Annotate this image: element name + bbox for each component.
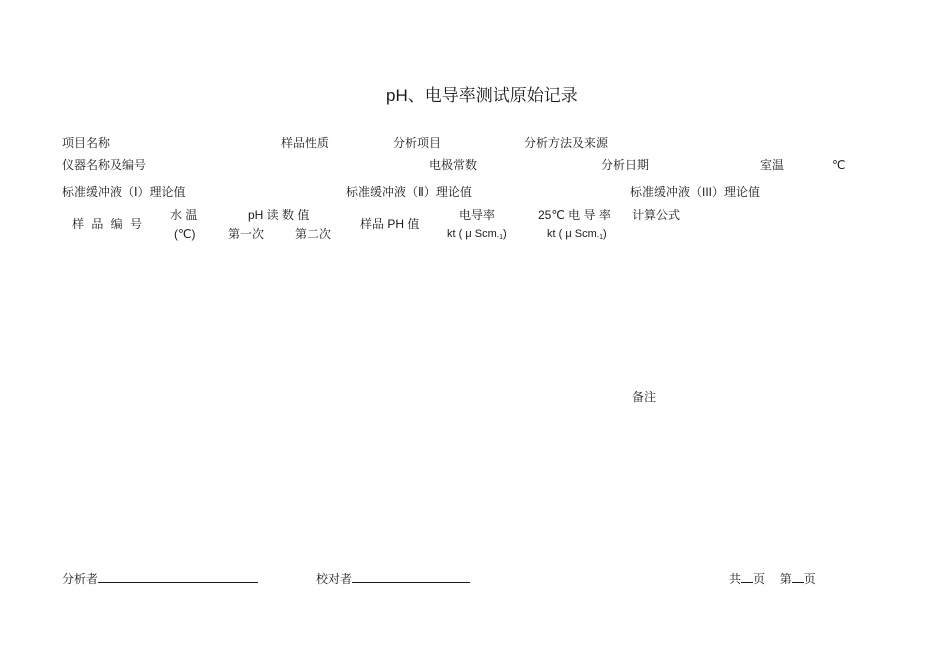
water-temp-unit: (℃)	[174, 227, 196, 241]
buffer1-label: 标准缓冲液（Ⅰ）理论值	[62, 185, 186, 199]
page-count	[729, 571, 816, 586]
first-reading-header: 第一次	[228, 227, 265, 241]
cond25-unit-text: kt ( μ Scm	[547, 228, 597, 240]
conductivity-unit	[447, 227, 507, 245]
analysis-date-label: 分析日期	[601, 158, 650, 172]
cond25-unit-end: )	[602, 228, 607, 240]
page-title: pH、电导率测试原始记录	[386, 86, 578, 105]
conductivity-unit-end: )	[502, 228, 507, 240]
conductivity-header: 电导率	[459, 208, 496, 222]
checker-label: 校对者	[316, 572, 353, 586]
sample-ph-header: 样品 PH 值	[360, 217, 420, 231]
analyst-signature-line[interactable]	[98, 571, 258, 583]
analysis-method-label: 分析方法及来源	[524, 136, 609, 150]
checker-field	[316, 571, 470, 586]
page-word: 页	[753, 572, 766, 586]
conductivity-unit-text: kt ( μ Scm	[447, 228, 497, 240]
ph-reading-header: pH 读 数 值	[248, 208, 310, 222]
water-temp-header: 水 温	[170, 208, 198, 222]
second-reading-header: 第二次	[295, 227, 332, 241]
sample-no-header: 样 品 编 号	[72, 217, 145, 231]
cond25-unit	[547, 227, 607, 245]
formula-header: 计算公式	[632, 208, 681, 222]
sample-nature-label: 样品性质	[281, 136, 330, 150]
page-word2: 页	[803, 572, 816, 586]
page-no-blank[interactable]	[792, 571, 804, 583]
instrument-label: 仪器名称及编号	[62, 158, 147, 172]
conductivity-unit-sup: -1	[496, 234, 503, 241]
buffer2-label: 标准缓冲液（Ⅱ）理论值	[346, 185, 472, 199]
electrode-constant-label: 电极常数	[429, 158, 478, 172]
celsius-unit: ℃	[832, 158, 846, 172]
total-pages-blank[interactable]	[741, 571, 753, 583]
room-temp-label: 室温	[760, 158, 785, 172]
total-label: 共	[729, 572, 742, 586]
buffer3-label: 标准缓冲液（III）理论值	[630, 185, 761, 199]
project-name-label: 项目名称	[62, 136, 111, 150]
checker-signature-line[interactable]	[352, 571, 470, 583]
analyst-field	[62, 571, 258, 586]
cond25-header: 25℃ 电 导 率	[538, 208, 611, 222]
cond25-unit-sup: -1	[596, 234, 603, 241]
analyst-label: 分析者	[62, 572, 99, 586]
analysis-item-label: 分析项目	[393, 136, 442, 150]
remark-label: 备注	[632, 390, 657, 404]
page-no-label: 第	[779, 572, 792, 586]
